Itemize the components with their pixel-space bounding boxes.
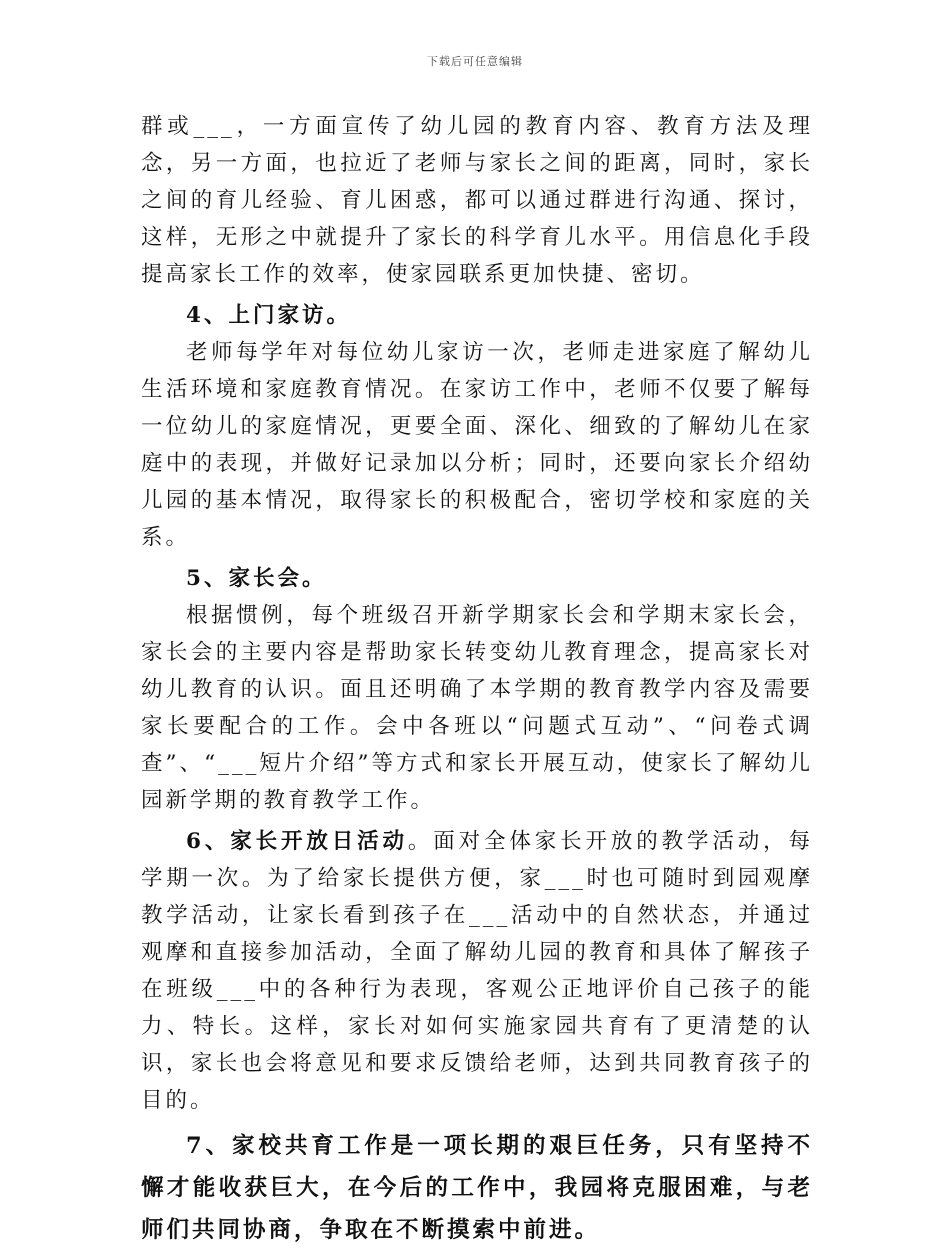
open-day-text: 。面对全体家长开放的教学活动，每学期一次。为了给家长提供方便，家___时也可随时到园观摩教学活动，让家长看到孩子在___活动中的自然状态，并通过观摩和直接参加活动，全面了解幼儿园的教育和具体了解孩子在班级___中的各种行为表现，客观公正地评价自己孩子的能力、特长。这样，家长对如何实施家园共育有了更清楚的认识，家长也会将意见和要求反馈给老师，达到共同教育孩子的目的。 <box>141 829 813 1113</box>
paragraph-home-visit: 老师每学年对每位幼儿家访一次，老师走进家庭了解幼儿生活环境和家庭教育情况。在家访工作中，老师不仅要了解每一位幼儿的家庭情况，更要全面、深化、细致的了解幼儿在家庭中的表现，并做好记录加以分析；同时，还要向家长介绍幼儿园的基本情况，取得家长的积极配合，密切学校和家庭的关系。 <box>141 340 813 550</box>
heading-parent-meeting: 5、家长会。 <box>186 566 327 591</box>
heading-home-visit: 4、上门家访。 <box>186 303 351 328</box>
paragraph-wechat-group: 群或___，一方面宣传了幼儿园的教育内容、教育方法及理念，另一方面，也拉近了老师与家长之间的距离，同时，家长之间的育儿经验、育儿困惑，都可以通过群进行沟通、探讨，这样，无形之中就提升了家长的科学育儿水平。用信息化手段提高家长工作的效率，使家园联系更加快捷、密切。 <box>141 114 813 287</box>
page-header: 下载后可任意编辑 <box>427 55 523 68</box>
paragraph-parent-meeting: 根据惯例，每个班级召开新学期家长会和学期末家长会，家长会的主要内容是帮助家长转变幼儿教育理念，提高家长对幼儿教育的认识。面且还明确了本学期的教育教学内容及需要家长要配合的工作。会中各班以“问题式互动”、“问卷式调查”、“___短片介绍”等方式和家长开展互动，使家长了解幼儿园新学期的教育教学工作。 <box>141 603 813 813</box>
document-body <box>141 108 813 1251</box>
paragraph-open-day <box>141 823 813 1119</box>
heading-open-day: 6、家长开放日活动 <box>186 829 408 854</box>
paragraph-conclusion: 7、家校共育工作是一项长期的艰巨任务，只有坚持不懈才能收获巨大，在今后的工作中，我园将克服困难，与老师们共同协商，争取在不断摸索中前进。 <box>141 1133 813 1243</box>
